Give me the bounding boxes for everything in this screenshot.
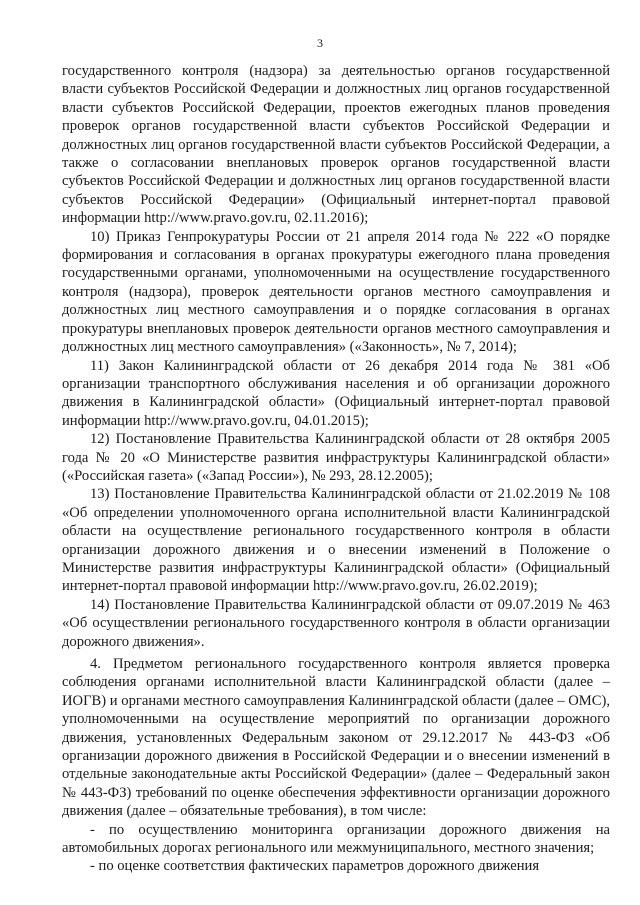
list-item-13: 13) Постановление Правительства Калининградской области от 21.02.2019 № 108 «Об определении уполномоченного органа исполнительной власти Калининградской области на осуществление регионального государственного контроля в области организации дорожного движения и о внесении изменений в Положение о Министерстве развития инфраструктуры Калининградской области» (Официальный интернет-портал правовой информации http://www.pravo.gov.ru, 26.02.2019);: [62, 486, 610, 595]
page-number: 3: [317, 36, 323, 50]
list-item-10: 10) Приказ Генпрокуратуры России от 21 апреля 2014 года № 222 «О порядке формирования и согласования в органах прокуратуры ежегодного плана проведения государственными органами, уполномоченными на осуществление государственного контроля (надзора), проверок деятельности органов местного самоуправления и должностных лиц местного самоуправления и о порядке согласования в органах прокуратуры внеплановых проверок деятельности органов местного самоуправления и должностных лиц местного самоуправления» («Законность», № 7, 2014);: [62, 228, 610, 356]
list-item-11: 11) Закон Калининградской области от 26 декабря 2014 года № 381 «Об организации транспортного обслуживания населения и об организации дорожного движения в Калининградской области» (Официальный интернет-портал правовой информации http://www.pravo.gov.ru, 04.01.2015);: [62, 357, 610, 429]
paragraph-continuation: государственного контроля (надзора) за деятельностью органов государственной власти субъектов Российской Федерации и должностных лиц органов государственной власти субъектов Российской Федерации, проектов ежегодных планов проведения проверок органов государственной власти субъектов Российской Федерации и должностных лиц органов государственной власти субъектов Российской Федерации, а также о согласовании внеплановых проверок органов государственной власти субъектов Российской Федерации и должностных лиц органов государственной власти субъектов Российской Федерации» (Официальный интернет-портал правовой информации http://www.pravo.gov.ru, 02.11.2016);: [62, 63, 610, 227]
bullet-item-assessment: - по оценке соответствия фактических параметров дорожного движения: [90, 858, 540, 875]
bullet-item-monitoring: - по осуществлению мониторинга организации дорожного движения на автомобильных дорогах регионального или межмуниципального, местного значения;: [62, 821, 610, 857]
document-body: [62, 62, 610, 876]
section-4-paragraph: 4. Предметом регионального государственного контроля является проверка соблюдения органами исполнительной власти Калининградской области (далее – ИОГВ) и органами местного самоуправления Калининградской области (далее – ОМС), уполномоченными на осуществление мероприятий по организации дорожного движения, установленных Федеральным законом от 29.12.2017 № 443-ФЗ «Об организации дорожного движения в Российской Федерации и о внесении изменений в отдельные законодательные акты Российской Федерации» (далее – Федеральный закон № 443-ФЗ) требований по оценке обеспечения эффективности организации дорожного движения (далее – обязательные требования), в том числе:: [62, 656, 610, 820]
list-item-12: 12) Постановление Правительства Калининградской области от 28 октября 2005 года № 20 «О Министерстве развития инфраструктуры Калининградской области» («Российская газета» («Запад России»), № 293, 28.12.2005);: [62, 431, 610, 484]
list-item-14: 14) Постановление Правительства Калининградской области от 09.07.2019 № 463 «Об осуществлении регионального государственного контроля в области организации дорожного движения».: [62, 596, 610, 650]
